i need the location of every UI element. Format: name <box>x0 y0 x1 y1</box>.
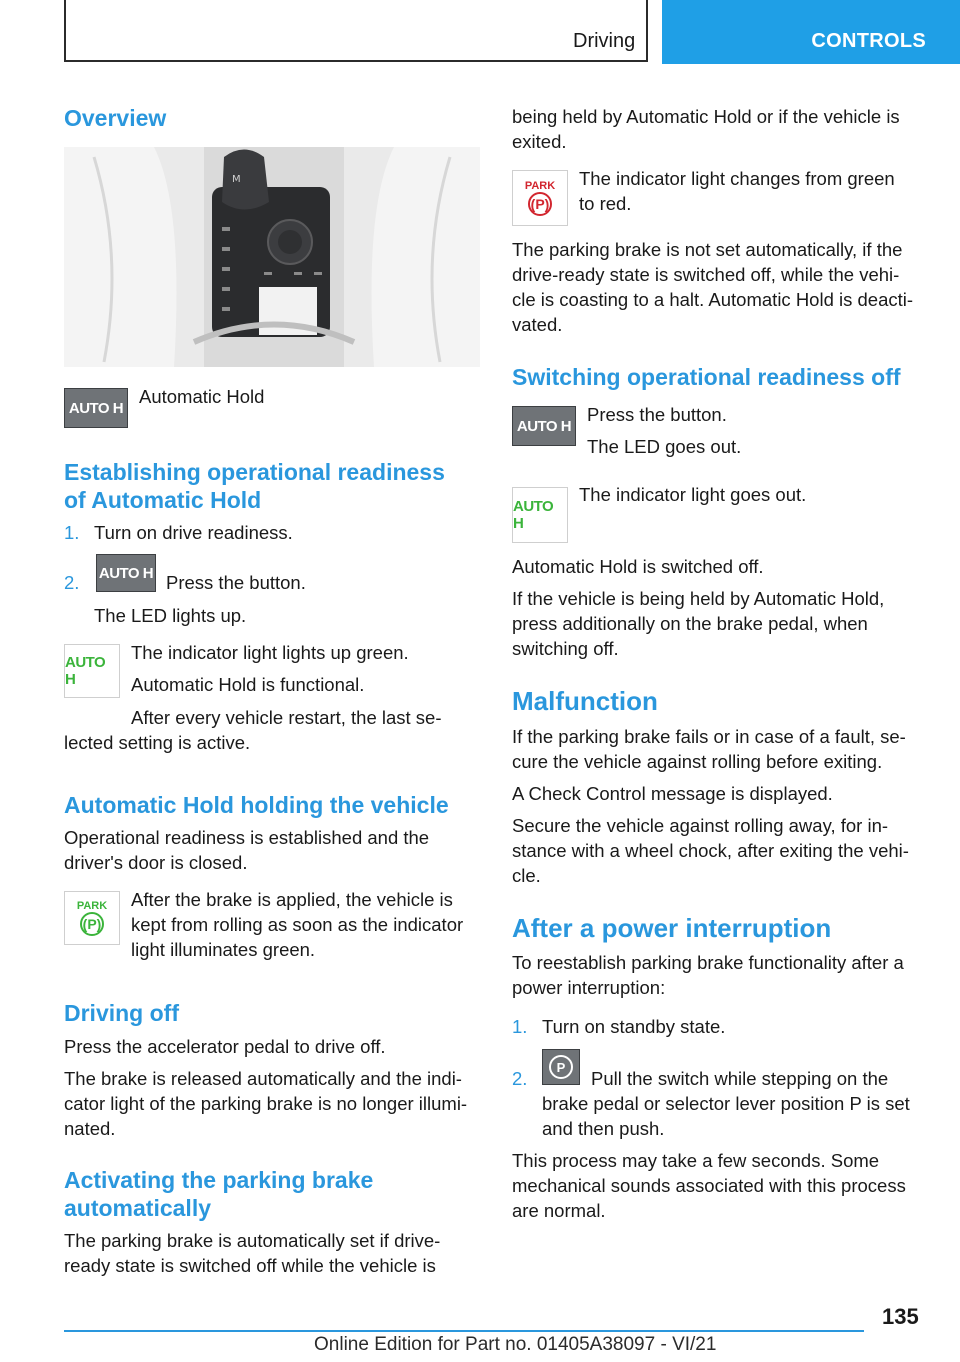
green-red-text-2: to red. <box>579 193 632 214</box>
driving-off-text: Press the accelerator pedal to drive off. <box>64 1036 386 1057</box>
not-set-text-1: The parking brake is not set automatically, if the <box>512 239 903 260</box>
malfunction-text-2: cure the vehicle against rolling before exiting. <box>512 751 883 772</box>
functional-text: Automatic Hold is functional. <box>131 674 365 695</box>
held-text-3: switching off. <box>512 638 619 659</box>
brake-text-1: After the brake is applied, the vehicle is <box>131 889 453 910</box>
activating-text-1: The parking brake is automatically set if drive- <box>64 1230 441 1251</box>
green-red-text-1: The indicator light changes from green <box>579 168 895 189</box>
footer-divider <box>64 1330 864 1332</box>
footer-edition: Online Edition for Part no. 01405A38097 - VI/21 <box>314 1334 717 1355</box>
brake-text-3: light illuminates green. <box>131 939 316 960</box>
activating-text-2: ready state is switched off while the vehicle is <box>64 1255 436 1276</box>
driving-off-title: Driving off <box>64 1000 179 1026</box>
held-text-1: If the vehicle is being held by Automatic Hold, <box>512 588 885 609</box>
step-text: Turn on drive readiness. <box>94 522 293 543</box>
header-chapter: CONTROLS <box>811 30 926 52</box>
step-text: Turn on standby state. <box>542 1016 726 1037</box>
step-text: Press the button. <box>166 572 306 593</box>
continued-text-1: being held by Automatic Hold or if the vehicle is <box>512 106 900 127</box>
step-text: Pull the switch while stepping on the <box>591 1068 889 1089</box>
step-number: 2. <box>64 572 80 593</box>
step-text: and then push. <box>542 1118 665 1139</box>
holding-paragraph-2: driver's door is closed. <box>64 852 248 873</box>
power-title: After a power interruption <box>512 913 832 943</box>
power-text-2: power interruption: <box>512 977 666 998</box>
holding-paragraph-1: Operational readiness is established and the <box>64 827 430 848</box>
indicator-out-text: The indicator light goes out. <box>579 484 807 505</box>
not-set-text-3: cle is coasting to a halt. Automatic Hold is deacti- <box>512 289 914 310</box>
header-chapter-tab <box>662 0 960 64</box>
step-number: 1. <box>512 1016 528 1037</box>
header-section: Driving <box>573 30 636 52</box>
auto-hold-button-icon: AUTO H <box>512 406 576 446</box>
released-text-2: cator light of the parking brake is no longer illumi- <box>64 1093 468 1114</box>
restart-text-2: lected setting is active. <box>64 732 251 753</box>
gear-selector-photo <box>64 147 480 367</box>
led-out-text: The LED goes out. <box>587 436 742 457</box>
console-illustration <box>64 147 480 367</box>
secure-text-3: cle. <box>512 865 541 886</box>
process-text-2: mechanical sounds associated with this process <box>512 1175 906 1196</box>
overview-title: Overview <box>64 105 167 131</box>
check-control-text: A Check Control message is displayed. <box>512 783 833 804</box>
released-text-1: The brake is released automatically and the indi- <box>64 1068 462 1089</box>
not-set-text-4: vated. <box>512 314 563 335</box>
auto-hold-button-icon: AUTO H <box>96 554 156 592</box>
activating-title: Activating the parking brake automatically <box>64 1167 374 1221</box>
process-text-1: This process may take a few seconds. Some <box>512 1150 880 1171</box>
holding-title: Automatic Hold holding the vehicle <box>64 792 449 818</box>
secure-text-1: Secure the vehicle against rolling away, for in- <box>512 815 889 836</box>
parking-brake-switch-icon: P <box>542 1049 580 1085</box>
brake-text-2: kept from rolling as soon as the indicator <box>131 914 464 935</box>
switched-off-text: Automatic Hold is switched off. <box>512 556 764 577</box>
auto-hold-indicator-icon: AUTO H <box>64 644 120 698</box>
power-text-1: To reestablish parking brake functionality after a <box>512 952 904 973</box>
auto-hold-button-icon: AUTO H <box>64 388 128 428</box>
park-red-icon: PARK (P) <box>512 170 568 226</box>
step-number: 2. <box>512 1068 528 1089</box>
switch-off-title: Switching operational readiness off <box>512 364 901 390</box>
continued-text-2: exited. <box>512 131 567 152</box>
step-number: 1. <box>64 522 80 543</box>
page-number: 135 <box>882 1304 919 1329</box>
malfunction-text-1: If the parking brake fails or in case of a fault, se- <box>512 726 906 747</box>
step-text: brake pedal or selector lever position P is set <box>542 1093 910 1114</box>
header-frame <box>64 0 648 62</box>
process-text-3: are normal. <box>512 1200 606 1221</box>
park-green-icon: PARK (P) <box>64 891 120 945</box>
restart-text-1: After every vehicle restart, the last se- <box>131 707 442 728</box>
auto-hold-caption: Automatic Hold <box>139 386 265 407</box>
led-text: The LED lights up. <box>94 605 247 626</box>
establish-title: Establishing operational readiness of Automatic Hold <box>64 459 445 513</box>
svg-text:M: M <box>232 174 241 185</box>
not-set-text-2: drive-ready state is switched off, while the vehi- <box>512 264 900 285</box>
auto-hold-indicator-icon: AUTO H <box>512 487 568 543</box>
secure-text-2: stance with a wheel chock, after exiting the vehi- <box>512 840 909 861</box>
released-text-3: nated. <box>64 1118 116 1139</box>
held-text-2: press additionally on the brake pedal, when <box>512 613 868 634</box>
indicator-text: The indicator light lights up green. <box>131 642 409 663</box>
malfunction-title: Malfunction <box>512 686 658 716</box>
press-button-text: Press the button. <box>587 404 727 425</box>
